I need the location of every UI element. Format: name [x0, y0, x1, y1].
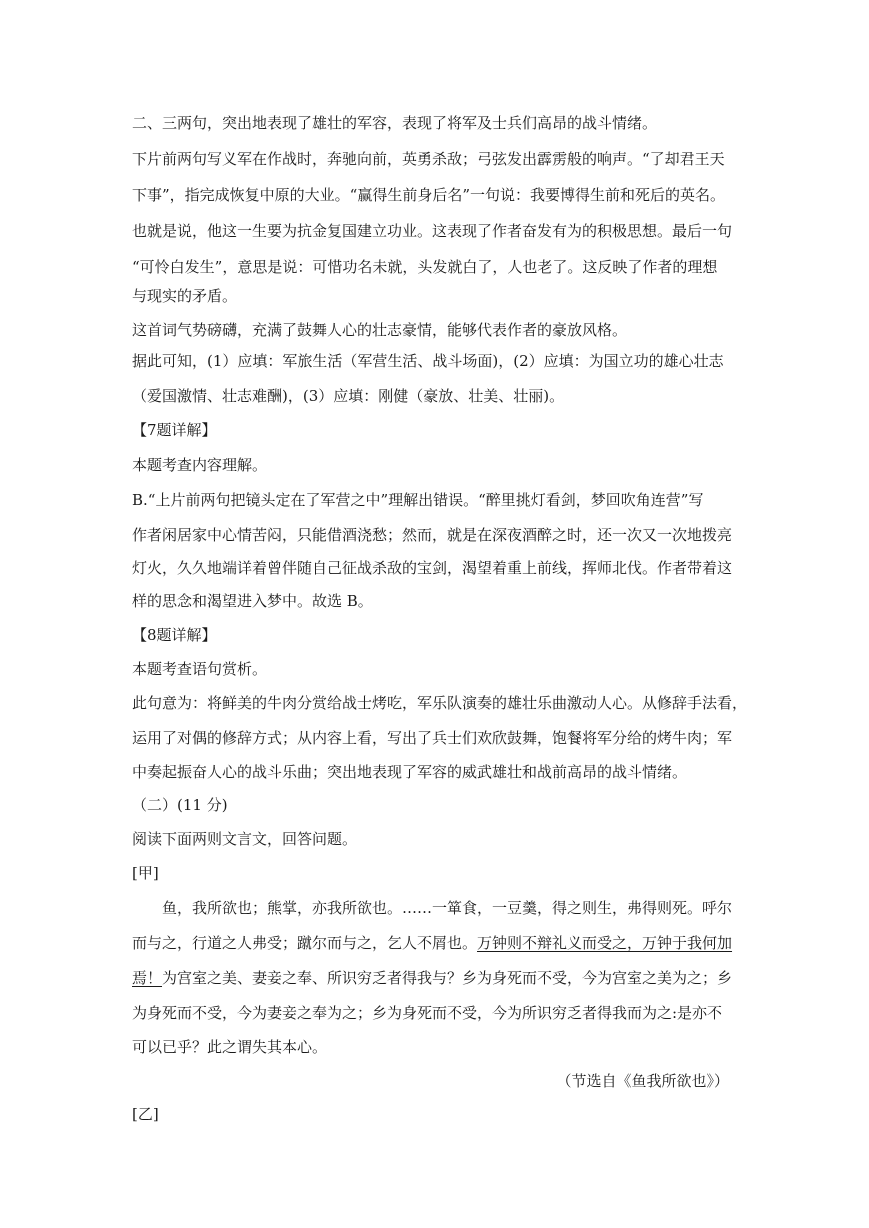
- analysis-paragraph-4-line-2: （爱国激情、壮志难酬)，(3）应填：刚健（豪放、壮美、壮丽)。: [132, 387, 565, 405]
- analysis-paragraph-2-line-3: 也就是说，他这一生要为抗金复国建立功业。这表现了作者奋发有为的积极思想。最后一句: [132, 222, 733, 240]
- q8-line-1: 此句意为：将鲜美的牛肉分赏给战士烤吃，军乐队演奏的雄壮乐曲激动人心。从修辞手法看，: [132, 694, 748, 712]
- section-2-title: （二）(11 分): [132, 796, 228, 814]
- text-jia-line-2: [132, 933, 732, 953]
- text-yi-label: [乙]: [132, 1105, 159, 1123]
- analysis-paragraph-2-line-2: 下事”，指完成恢复中原的大业。“赢得生前身后名”一句说：我要博得生前和死后的英名。: [132, 186, 726, 204]
- text-jia-line-3: [132, 968, 732, 988]
- q7-intro: 本题考查内容理解。: [132, 456, 268, 474]
- q8-heading: 【8题详解】: [132, 626, 217, 644]
- q7-line-3: 灯火，久久地端详着曾伴随自己征战杀敌的宝剑，渴望着重上前线，挥师北伐。作者带着这: [132, 559, 733, 577]
- analysis-paragraph-1: 二、三两句，突出地表现了雄壮的军容，表现了将军及士兵们高昂的战斗情绪。: [132, 114, 658, 132]
- text-jia-line-5: 可以已乎？此之谓失其本心。: [132, 1038, 328, 1056]
- source-attribution: （节选自《鱼我所欲也》）: [556, 1072, 729, 1090]
- analysis-paragraph-2-line-1: 下片前两句写义军在作战时，奔驰向前，英勇杀敌；弓弦发出霹雳般的响声。“了却君王天: [132, 150, 725, 168]
- underlined-sentence-part-1: 万钟则不辩礼义而受之，万钟于我何加: [477, 934, 733, 952]
- text-jia-line-1: 鱼，我所欲也；熊掌，亦我所欲也。……一箪食，一豆羹，得之则生，弗得则死。呼尔: [162, 899, 733, 917]
- q8-intro: 本题考查语句赏析。: [132, 660, 268, 678]
- underlined-sentence-part-2: 焉！: [132, 969, 163, 987]
- analysis-paragraph-2-line-4: “可怜白发生”，意思是说：可惜功名未就，头发就白了，人也老了。这反映了作者的理想: [132, 258, 718, 276]
- q7-line-1: B.“上片前两句把镜头定在了军营之中”理解出错误。“醉里挑灯看剑，梦回吹角连营”写: [132, 491, 704, 509]
- text-jia-line-4: 为身死而不受，今为妻妾之奉为之；乡为身死而不受，今为所识穷乏者得我而为之:是亦不: [132, 1004, 723, 1022]
- q7-line-4: 样的思念和渴望进入梦中。故选 B。: [132, 592, 373, 610]
- q8-line-2: 运用了对偶的修辞方式；从内容上看，写出了兵士们欢欣鼓舞，饱餐将军分给的烤牛肉；军: [132, 729, 733, 747]
- analysis-paragraph-4-line-1: 据此可知，(1）应填：军旅生活（军营生活、战斗场面)，(2）应填：为国立功的雄心壮志: [132, 352, 724, 370]
- section-2-instruction: 阅读下面两则文言文，回答问题。: [132, 830, 358, 848]
- q8-line-3: 中奏起振奋人心的战斗乐曲；突出地表现了军容的威武雄壮和战前高昂的战斗情绪。: [132, 763, 688, 781]
- text-jia-line-3-plain: 为宫室之美、妻妾之奉、所识穷乏者得我与？乡为身死而不受，今为宫室之美为之；乡: [162, 969, 733, 987]
- analysis-paragraph-3: 这首词气势磅礴，充满了鼓舞人心的壮志豪情，能够代表作者的豪放风格。: [132, 321, 628, 339]
- text-jia-line-2-plain: 而与之，行道之人弗受；蹴尔而与之，乞人不屑也。: [132, 934, 478, 952]
- q7-heading: 【7题详解】: [132, 421, 217, 439]
- q7-line-2: 作者闲居家中心情苦闷，只能借酒浇愁；然而，就是在深夜酒醉之时，还一次又一次地拨亮: [132, 526, 733, 544]
- text-jia-label: [甲]: [132, 864, 159, 882]
- analysis-paragraph-2-line-5: 与现实的矛盾。: [132, 287, 238, 305]
